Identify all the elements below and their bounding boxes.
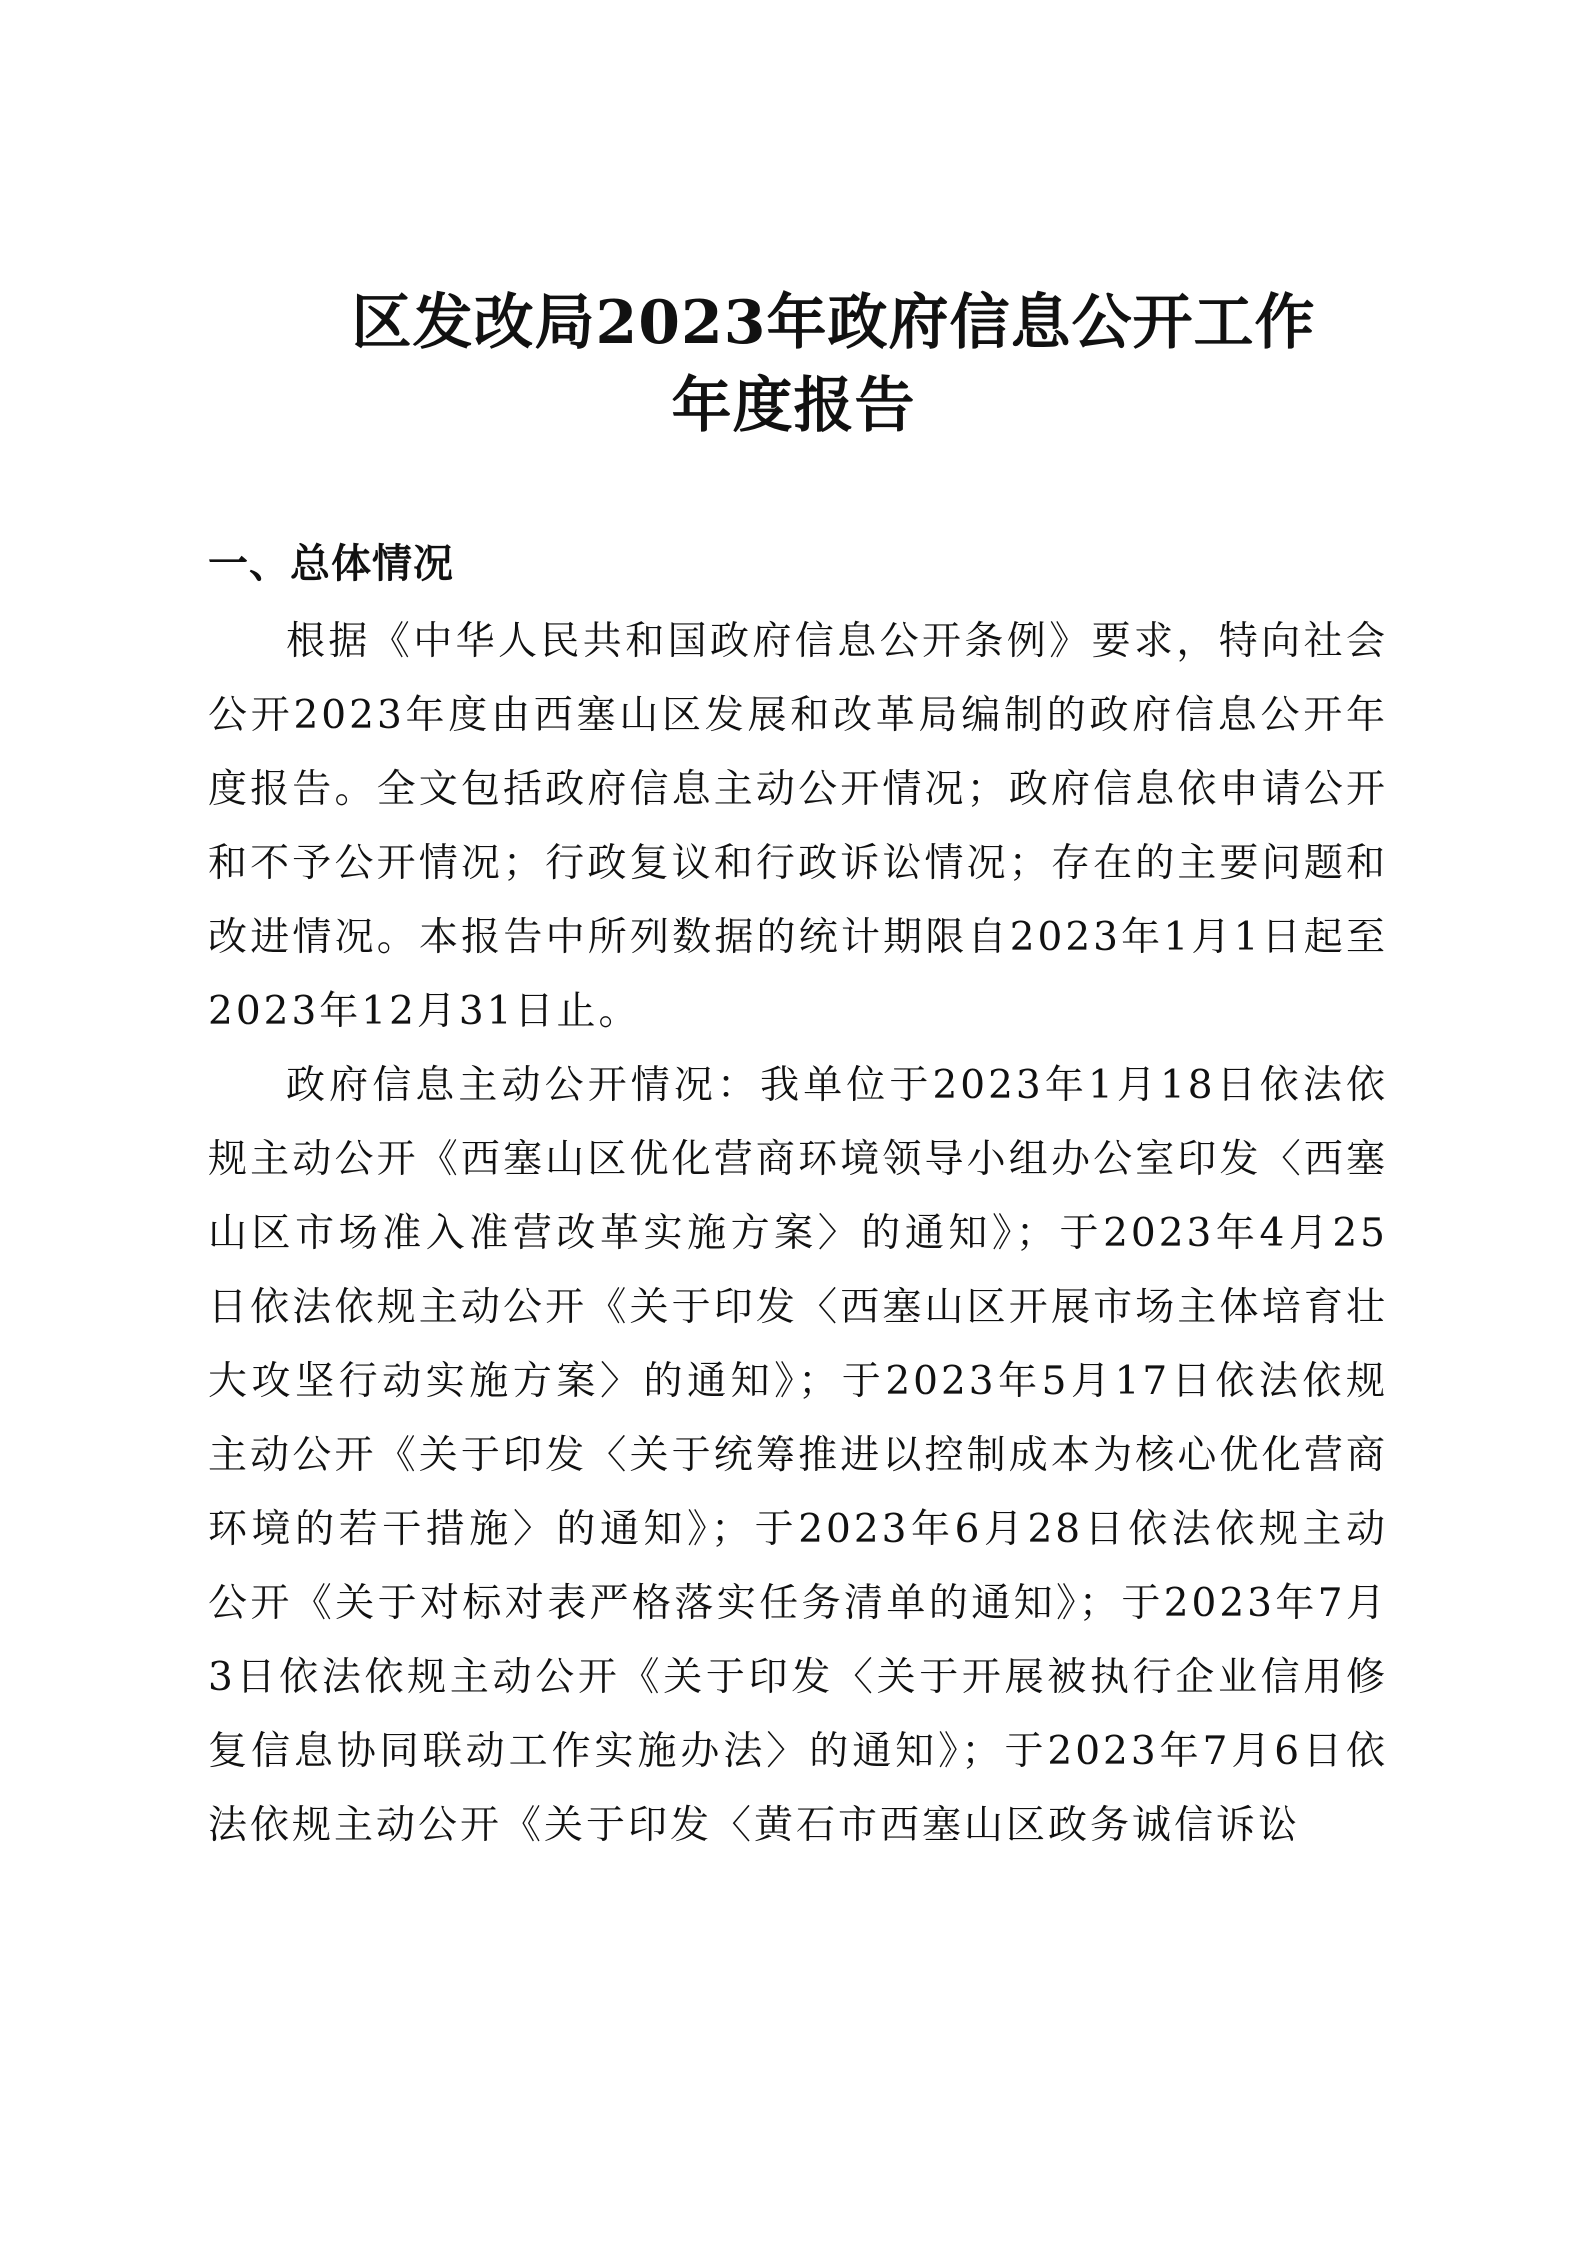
report-title-line-2: 年度报告 [671,371,916,441]
section-heading-overview: 一、总体情况 [208,541,454,587]
report-title-line-1: 区发改局2023年政府信息公开工作 [351,288,1316,358]
document-body [208,535,1388,1863]
paragraph-overview: 根据《中华人民共和国政府信息公开条例》要求，特向社会公开2023年度由西塞山区发展和改革局编制的政府信息公开年度报告。全文包括政府信息主动公开情况；政府信息依申请公开和不予公开情况；行政复议和行政诉讼情况；存在的主要问题和改进情况。本报告中所列数据的统计期限自2023年1月1日起至2023年12月31日止。 [208,619,1388,1034]
paragraph-proactive-disclosure: 政府信息主动公开情况：我单位于2023年1月18日依法依规主动公开《西塞山区优化营商环境领导小组办公室印发〈西塞山区市场准入准营改革实施方案〉的通知》；于2023年4月25日依法依规主动公开《关于印发〈西塞山区开展市场主体培育壮大攻坚行动实施方案〉的通知》；于2023年5月17日依法依规主动公开《关于印发〈关于统筹推进以控制成本为核心优化营商环境的若干措施〉的通知》；于2023年6月28日依法依规主动公开《关于对标对表严格落实任务清单的通知》；于2023年7月3日依法依规主动公开《关于印发〈关于开展被执行企业信用修复信息协同联动工作实施办法〉的通知》；于2023年7月6日依法依规主动公开《关于印发〈黄石市西塞山区政务诚信诉讼 [208,1063,1388,1848]
